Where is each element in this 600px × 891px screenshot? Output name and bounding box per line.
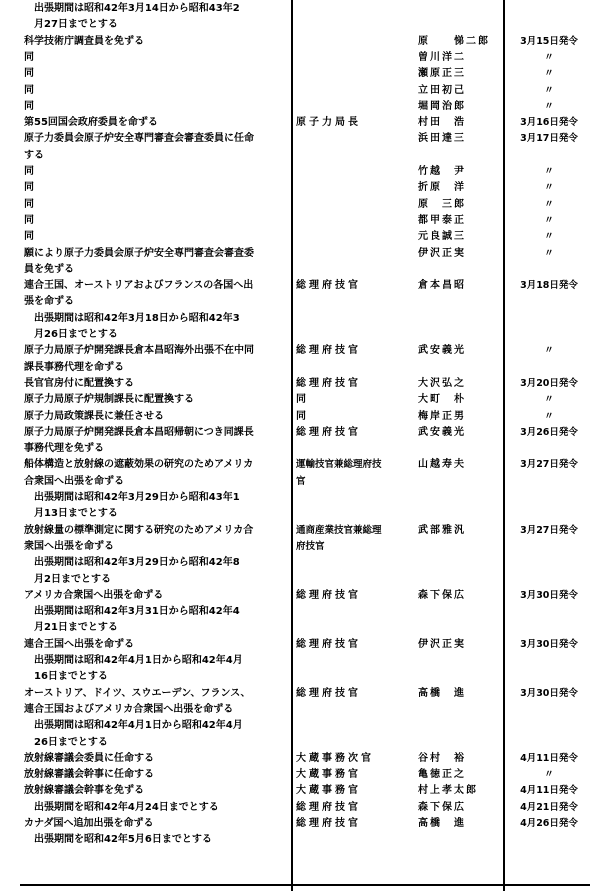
person-name: 原 悌二郎 <box>418 35 490 47</box>
post-title <box>296 361 414 375</box>
person-name: 伊沢正実 <box>418 247 466 259</box>
person-name <box>418 2 502 16</box>
table-row <box>20 752 590 766</box>
action-text: 課長事務代理を命ずる <box>24 361 124 373</box>
action-text: 放射線審議会委員に任命する <box>24 752 154 764</box>
person-name <box>418 621 502 635</box>
table-row <box>20 540 590 554</box>
action-text: 衆国へ出張を命ずる <box>24 540 114 552</box>
issue-date: 〃 <box>544 247 554 259</box>
table-row <box>20 100 590 114</box>
issue-date: 〃 <box>544 214 554 226</box>
post-title: 官 <box>296 475 306 487</box>
action-text: 原子力委員会原子炉安全専門審査会審査委員に任命 <box>24 133 254 145</box>
table-row <box>20 2 590 16</box>
action-text: 16日までとする <box>34 671 108 683</box>
person-name <box>418 703 502 717</box>
person-name: 折原 洋 <box>418 182 466 194</box>
issue-date: 3月30日発令 <box>520 638 578 650</box>
issue-date: 〃 <box>544 68 554 80</box>
issue-date: 4月11日発令 <box>520 785 578 797</box>
post-title: 総理府技官 <box>296 818 361 829</box>
table-row <box>20 312 590 326</box>
post-title: 府技官 <box>296 540 325 552</box>
action-text: 船体構造と放射線の遮蔽効果の研究のためアメリカ <box>24 459 254 471</box>
person-name <box>418 295 502 309</box>
action-text: 月27日までとする <box>34 19 118 31</box>
issue-date: 〃 <box>544 182 554 194</box>
action-text: オーストリア、ドイツ、スウエーデン、フランス、 <box>24 687 251 699</box>
issue-date <box>508 18 590 32</box>
action-text: 出張期間を昭和42年4月24日までとする <box>34 801 219 813</box>
issue-date <box>508 312 590 326</box>
person-name <box>418 18 502 32</box>
action-text: 願により原子力委員会原子炉安全専門審査会審査委 <box>24 247 254 259</box>
table-row <box>20 198 590 212</box>
person-name <box>418 361 502 375</box>
post-title: 総理府技官 <box>296 687 361 699</box>
post-title <box>296 491 414 505</box>
issue-date <box>508 295 590 309</box>
post-title <box>296 703 414 717</box>
table-row <box>20 573 590 587</box>
table-row <box>20 344 590 358</box>
person-name <box>418 556 502 570</box>
post-title <box>296 100 414 114</box>
table-row <box>20 230 590 244</box>
issue-date: 〃 <box>544 100 554 112</box>
table-row <box>20 18 590 32</box>
action-text: 原子力局原子炉規制課長に配置換する <box>24 394 194 406</box>
person-name <box>418 149 502 163</box>
post-title <box>296 328 414 342</box>
person-name: 森下保広 <box>418 589 466 601</box>
action-text: 同 <box>24 198 34 210</box>
post-title: 同 <box>296 394 309 406</box>
issue-date <box>508 507 590 521</box>
table-row <box>20 491 590 505</box>
person-name: 原 三郎 <box>418 198 466 210</box>
issue-date <box>508 328 590 342</box>
issue-date <box>508 540 590 554</box>
post-title: 総理府技官 <box>296 426 361 438</box>
issue-date: 3月30日発令 <box>520 589 578 601</box>
person-name: 山越寿夫 <box>418 459 466 471</box>
post-title: 総理府技官 <box>296 589 361 601</box>
table-row <box>20 67 590 81</box>
post-title: 総理府技官 <box>296 638 361 650</box>
issue-date: 3月17日発令 <box>520 133 578 145</box>
action-text: 科学技術庁調査員を免ずる <box>24 35 144 47</box>
action-text: 出張期間は昭和42年3月14日から昭和43年2 <box>34 3 240 14</box>
action-text: 放射線審議会幹事を免ずる <box>24 785 144 797</box>
table-row <box>20 165 590 179</box>
person-name <box>418 491 502 505</box>
issue-date <box>508 361 590 375</box>
issue-date <box>508 703 590 717</box>
post-title: 総理府技官 <box>296 801 361 813</box>
table-row <box>20 507 590 521</box>
person-name: 村田 浩 <box>418 117 466 129</box>
table-row <box>20 263 590 277</box>
action-text: 出張期間を昭和42年5月6日までとする <box>34 834 212 846</box>
table-row <box>20 833 590 847</box>
post-title <box>296 18 414 32</box>
action-text: 張を命ずる <box>24 296 74 308</box>
issue-date: 〃 <box>544 198 554 210</box>
person-name: 武安義光 <box>418 426 466 438</box>
post-title: 総理府技官 <box>296 280 361 292</box>
issue-date <box>508 621 590 635</box>
table-row <box>20 84 590 98</box>
table-row <box>20 817 590 831</box>
post-title <box>296 312 414 326</box>
post-title: 通商産業技官兼総理 <box>296 524 382 536</box>
action-text: 出張期間は昭和42年4月1日から昭和42年4月 <box>34 720 243 732</box>
post-title <box>296 621 414 635</box>
post-title <box>296 198 414 212</box>
table-row <box>20 132 590 146</box>
table-row <box>20 719 590 733</box>
post-title <box>296 670 414 684</box>
table-row <box>20 410 590 424</box>
table-row <box>20 149 590 163</box>
action-text: 放射線審議会幹事に任命する <box>24 769 154 781</box>
issue-date: 3月27日発令 <box>520 459 578 471</box>
table-row <box>20 426 590 440</box>
table-row <box>20 295 590 309</box>
table-row <box>20 214 590 228</box>
table-row <box>20 361 590 375</box>
issue-date <box>508 491 590 505</box>
action-text: カナダ国へ追加出張を命ずる <box>24 818 154 829</box>
table-row <box>20 687 590 701</box>
post-title <box>296 230 414 244</box>
issue-date <box>508 605 590 619</box>
post-title: 総理府技官 <box>296 377 361 389</box>
action-text: 26日までとする <box>34 736 108 748</box>
table-row <box>20 654 590 668</box>
table-row <box>20 458 590 472</box>
post-title <box>296 149 414 163</box>
table-row <box>20 670 590 684</box>
person-name: 都甲泰正 <box>418 214 466 226</box>
action-text: 合衆国へ出張を命ずる <box>24 475 124 487</box>
post-title <box>296 442 414 456</box>
issue-date: 3月26日発令 <box>520 426 578 438</box>
person-name: 亀徳正之 <box>418 769 466 781</box>
table-row <box>20 736 590 750</box>
issue-date <box>508 263 590 277</box>
issue-date <box>508 475 590 489</box>
person-name <box>418 540 502 554</box>
issue-date: 3月20日発令 <box>520 377 578 389</box>
issue-date: 〃 <box>544 394 554 406</box>
issue-date: 4月21日発令 <box>520 801 578 813</box>
post-title <box>296 605 414 619</box>
person-name: 村上孝太郎 <box>418 785 478 797</box>
table-bottom-border <box>20 884 590 886</box>
table-row <box>20 589 590 603</box>
table-row <box>20 377 590 391</box>
action-text: 出張期間は昭和42年3月31日から昭和42年4 <box>34 606 240 618</box>
person-name: 瀬原正三 <box>418 68 466 80</box>
personnel-table <box>20 0 590 891</box>
action-text: 出張期間は昭和42年3月29日から昭和42年8 <box>34 557 240 569</box>
action-text: 同 <box>24 84 34 96</box>
action-text: 出張期間は昭和42年3月18日から昭和42年3 <box>34 312 240 324</box>
issue-date: 3月15日発令 <box>520 35 578 47</box>
post-title <box>296 833 414 847</box>
post-title: 原子力局長 <box>296 117 361 129</box>
person-name <box>418 605 502 619</box>
action-text: 連合王国へ出張を命ずる <box>24 638 134 650</box>
table-row <box>20 784 590 798</box>
person-name <box>418 719 502 733</box>
table-row <box>20 279 590 293</box>
person-name <box>418 263 502 277</box>
issue-date: 4月26日発令 <box>520 818 578 829</box>
issue-date: 3月30日発令 <box>520 687 578 699</box>
table-row <box>20 442 590 456</box>
post-title <box>296 214 414 228</box>
issue-date: 3月27日発令 <box>520 524 578 536</box>
issue-date: 〃 <box>544 166 554 177</box>
issue-date: 〃 <box>544 410 554 422</box>
post-title <box>296 84 414 98</box>
person-name: 武部雅汎 <box>418 524 466 536</box>
post-title <box>296 165 414 179</box>
table-row <box>20 393 590 407</box>
person-name: 武安義光 <box>418 345 466 357</box>
issue-date <box>508 670 590 684</box>
action-text: 原子力局原子炉開発課長倉本昌昭帰朝につき同課長 <box>24 426 254 438</box>
table-row <box>20 524 590 538</box>
issue-date: 3月16日発令 <box>520 117 578 129</box>
post-title <box>296 719 414 733</box>
action-text: 月26日までとする <box>34 329 118 340</box>
action-text: 出張期間は昭和42年3月29日から昭和43年1 <box>34 492 240 503</box>
person-name: 立田初己 <box>418 84 466 96</box>
person-name: 高橋 進 <box>418 818 466 829</box>
post-title: 大蔵事務官 <box>296 785 361 797</box>
action-text: 同 <box>24 214 34 226</box>
action-text: 同 <box>24 100 34 112</box>
post-title <box>296 736 414 750</box>
post-title <box>296 2 414 16</box>
post-title: 大蔵事務官 <box>296 769 361 781</box>
table-row <box>20 638 590 652</box>
table-row <box>20 768 590 782</box>
action-text: 同 <box>24 68 34 80</box>
person-name: 元良誠三 <box>418 231 466 243</box>
post-title <box>296 263 414 277</box>
issue-date <box>508 556 590 570</box>
issue-date <box>508 654 590 668</box>
action-text: 事務代理を免ずる <box>24 443 104 455</box>
action-text: 原子力局原子炉開発課長倉本昌昭海外出張不在中同 <box>24 345 254 357</box>
person-name <box>418 654 502 668</box>
person-name: 曽川洋二 <box>418 51 466 63</box>
post-title: 大蔵事務次官 <box>296 752 374 764</box>
person-name <box>418 736 502 750</box>
table-row <box>20 703 590 717</box>
issue-date: 〃 <box>544 769 554 781</box>
post-title <box>296 507 414 521</box>
person-name: 森下保広 <box>418 801 466 813</box>
person-name <box>418 328 502 342</box>
issue-date <box>508 573 590 587</box>
post-title: 総理府技官 <box>296 345 361 357</box>
issue-date: 〃 <box>544 345 554 357</box>
action-text: 連合王国およびアメリカ合衆国へ出張を命ずる <box>24 703 234 715</box>
post-title <box>296 51 414 65</box>
issue-date <box>508 719 590 733</box>
table-row <box>20 328 590 342</box>
action-text: 同 <box>24 182 34 194</box>
issue-date <box>508 833 590 847</box>
post-title <box>296 573 414 587</box>
action-text: 月2日までとする <box>34 573 111 585</box>
action-text: 月21日までとする <box>34 622 118 634</box>
person-name <box>418 475 502 489</box>
person-name <box>418 573 502 587</box>
action-text: 同 <box>24 166 34 177</box>
person-name: 伊沢正実 <box>418 638 466 650</box>
table-row <box>20 116 590 130</box>
table-row <box>20 801 590 815</box>
action-text: 員を免ずる <box>24 263 74 275</box>
post-title <box>296 35 414 49</box>
person-name <box>418 833 502 847</box>
table-row <box>20 247 590 261</box>
person-name: 大沢弘之 <box>418 377 466 389</box>
issue-date: 〃 <box>544 231 554 243</box>
post-title <box>296 247 414 261</box>
issue-date <box>508 736 590 750</box>
table-row <box>20 621 590 635</box>
post-title <box>296 556 414 570</box>
table-row <box>20 475 590 489</box>
action-text: 同 <box>24 231 34 243</box>
person-name: 大町 朴 <box>418 394 466 406</box>
person-name: 竹越 尹 <box>418 166 466 177</box>
table-row <box>20 35 590 49</box>
table-row <box>20 181 590 195</box>
person-name <box>418 312 502 326</box>
action-text: 原子力局政策課長に兼任させる <box>24 410 164 422</box>
issue-date: 〃 <box>544 84 554 96</box>
post-title <box>296 132 414 146</box>
person-name <box>418 670 502 684</box>
person-name <box>418 442 502 456</box>
action-text: 長官官房付に配置換する <box>24 377 134 389</box>
post-title <box>296 181 414 195</box>
post-title <box>296 654 414 668</box>
table-row <box>20 605 590 619</box>
post-title <box>296 295 414 309</box>
action-text: 月13日までとする <box>34 508 118 520</box>
action-text: 第55回国会政府委員を命ずる <box>24 117 158 129</box>
action-text: 出張期間は昭和42年4月1日から昭和42年4月 <box>34 655 243 666</box>
post-title: 運輸技官兼総理府技 <box>296 459 382 471</box>
issue-date <box>508 149 590 163</box>
issue-date: 3月18日発令 <box>520 280 578 292</box>
table-row <box>20 51 590 65</box>
person-name: 谷村 裕 <box>418 752 466 764</box>
action-text: 同 <box>24 51 34 63</box>
action-text: 連合王国、オーストリアおよびフランスの各国へ出 <box>24 280 254 292</box>
person-name <box>418 507 502 521</box>
person-name: 倉本昌昭 <box>418 280 466 292</box>
action-text: 放射線量の標準測定に関する研究のためアメリカ合 <box>24 524 254 536</box>
post-title: 同 <box>296 410 309 422</box>
action-text: アメリカ合衆国へ出張を命ずる <box>24 589 164 601</box>
post-title <box>296 67 414 81</box>
person-name: 高橋 進 <box>418 687 466 699</box>
table-row <box>20 556 590 570</box>
action-text: する <box>24 149 44 161</box>
person-name: 堀岡治郎 <box>418 100 466 112</box>
issue-date <box>508 2 590 16</box>
person-name: 梅岸正男 <box>418 410 466 422</box>
issue-date: 4月11日発令 <box>520 752 578 764</box>
issue-date: 〃 <box>544 51 554 63</box>
person-name: 浜田達三 <box>418 133 466 145</box>
issue-date <box>508 442 590 456</box>
